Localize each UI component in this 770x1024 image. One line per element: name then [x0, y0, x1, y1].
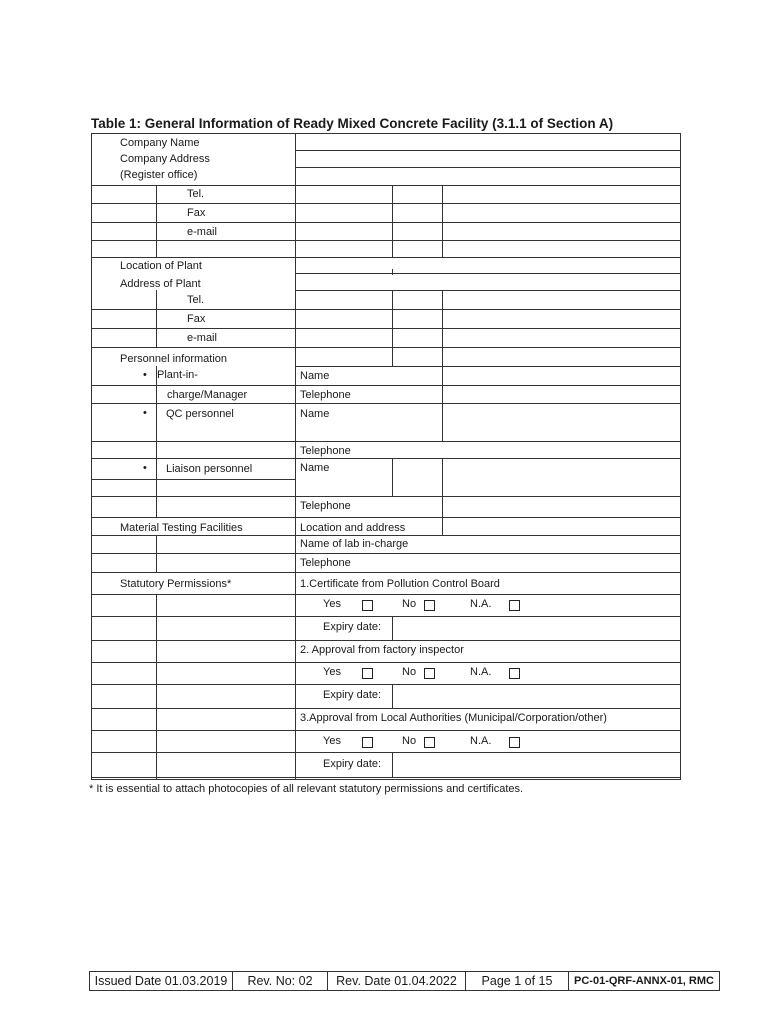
row-line: [91, 640, 681, 641]
bullet-icon: •: [143, 407, 147, 419]
permission-3-expiry-label: Expiry date:: [323, 758, 382, 770]
row-line: [91, 257, 681, 258]
permission-2-no-label: No: [402, 666, 417, 678]
row-line: [91, 752, 681, 753]
bullet-icon: •: [143, 369, 147, 381]
liaison-name-label: Name: [300, 462, 330, 474]
row-line: [91, 684, 681, 685]
permission-3-title: 3.Approval from Local Authorities (Municipal/Corporation/other): [300, 712, 607, 724]
lab-telephone-label: Telephone: [300, 557, 351, 569]
column-line: [295, 133, 296, 780]
plant-email-label: e-mail: [187, 332, 217, 344]
row-line: [91, 309, 681, 310]
permission-1-yes-label: Yes: [323, 598, 341, 610]
plant-tel-label: Tel.: [187, 294, 205, 306]
row-line: [91, 777, 681, 778]
column-line: [392, 290, 393, 366]
permission-1-no-label: No: [402, 598, 417, 610]
row-line: [91, 385, 681, 386]
row-line: [91, 662, 681, 663]
row-line: [91, 403, 681, 404]
row-line: [91, 496, 681, 497]
issued-date: Issued Date 01.03.2019: [89, 971, 233, 991]
testing-facilities-label: Material Testing Facilities: [120, 522, 243, 534]
page-number: Page 1 of 15: [465, 971, 569, 991]
qc-personnel-label: QC personnel: [166, 408, 234, 420]
permission-2-yes-checkbox[interactable]: [362, 668, 373, 679]
column-line: [680, 133, 681, 780]
plant-address-label: Address of Plant: [120, 278, 201, 290]
lab-in-charge-label: Name of lab in-charge: [300, 538, 409, 550]
manager-name-label: Name: [300, 370, 330, 382]
plant-fax-label: Fax: [187, 313, 206, 325]
column-line: [392, 684, 393, 708]
column-line: [392, 185, 393, 257]
company-address-label: Company Address: [120, 153, 210, 165]
row-line: [91, 479, 295, 480]
row-line: [91, 708, 681, 709]
row-line: [91, 133, 681, 134]
permission-2-title: 2. Approval from factory inspector: [300, 644, 464, 656]
qc-telephone-label: Telephone: [300, 445, 351, 457]
column-line: [156, 185, 157, 257]
liaison-personnel-label: Liaison personnel: [166, 463, 253, 475]
register-office-label: (Register office): [120, 169, 198, 181]
column-line: [91, 133, 92, 780]
row-line: [295, 366, 681, 367]
lab-location-label: Location and address: [300, 522, 406, 534]
plant-in-charge-label: Plant-in-: [157, 369, 198, 381]
document-code: PC-01-QRF-ANNX-01, RMC: [568, 971, 720, 991]
plant-in-charge-label-cont: charge/Manager: [167, 389, 248, 401]
row-line: [91, 779, 681, 780]
plant-location-label: Location of Plant: [120, 260, 202, 272]
column-line: [392, 458, 393, 496]
liaison-telephone-label: Telephone: [300, 500, 351, 512]
permission-2-na-checkbox[interactable]: [509, 668, 520, 679]
permission-2-no-checkbox[interactable]: [424, 668, 435, 679]
permission-3-no-checkbox[interactable]: [424, 737, 435, 748]
row-line: [295, 290, 681, 291]
permission-3-yes-checkbox[interactable]: [362, 737, 373, 748]
row-line: [91, 572, 681, 573]
permission-2-na-label: N.A.: [470, 666, 492, 678]
company-email-label: e-mail: [187, 226, 217, 238]
row-line: [91, 730, 681, 731]
permission-1-no-checkbox[interactable]: [424, 600, 435, 611]
company-name-label: Company Name: [120, 137, 200, 149]
column-line: [442, 290, 443, 366]
row-line: [295, 441, 681, 442]
permission-1-na-checkbox[interactable]: [509, 600, 520, 611]
column-line: [156, 535, 157, 572]
manager-telephone-label: Telephone: [300, 389, 351, 401]
row-line: [91, 594, 681, 595]
table-title: Table 1: General Information of Ready Mixed Concrete Facility (3.1.1 of Section A): [91, 116, 614, 131]
row-line: [91, 222, 681, 223]
row-line: [91, 328, 681, 329]
permission-3-na-checkbox[interactable]: [509, 737, 520, 748]
row-line: [295, 273, 681, 274]
permission-3-no-label: No: [402, 735, 417, 747]
personnel-header: Personnel information: [120, 353, 228, 365]
row-line: [91, 240, 681, 241]
row-line: [91, 616, 681, 617]
permission-1-title: 1.Certificate from Pollution Control Board: [300, 578, 500, 590]
row-line: [91, 458, 681, 459]
column-line: [392, 752, 393, 778]
column-line: [392, 616, 393, 640]
column-line: [442, 458, 443, 535]
row-line: [91, 441, 295, 442]
column-line: [392, 269, 393, 275]
column-line: [442, 366, 443, 441]
row-line: [295, 150, 681, 151]
company-tel-label: Tel.: [187, 188, 205, 200]
row-line: [91, 203, 681, 204]
column-line: [156, 594, 157, 780]
column-line: [156, 366, 157, 517]
revision-number: Rev. No: 02: [232, 971, 328, 991]
row-line: [91, 553, 681, 554]
statutory-permissions-label: Statutory Permissions*: [120, 578, 232, 590]
bullet-icon: •: [143, 462, 147, 474]
permission-1-na-label: N.A.: [470, 598, 492, 610]
company-fax-label: Fax: [187, 207, 206, 219]
column-line: [442, 185, 443, 257]
row-line: [295, 167, 681, 168]
permission-1-yes-checkbox[interactable]: [362, 600, 373, 611]
column-line: [156, 290, 157, 347]
footnote: * It is essential to attach photocopies of all relevant statutory permissions and certificates.: [89, 783, 524, 795]
row-line: [91, 535, 681, 536]
permission-1-expiry-label: Expiry date:: [323, 621, 382, 633]
row-line: [91, 347, 681, 348]
qc-name-label: Name: [300, 408, 330, 420]
permission-2-expiry-label: Expiry date:: [323, 689, 382, 701]
row-line: [91, 517, 681, 518]
permission-2-yes-label: Yes: [323, 666, 341, 678]
revision-date: Rev. Date 01.04.2022: [327, 971, 466, 991]
row-line: [91, 185, 681, 186]
permission-3-yes-label: Yes: [323, 735, 341, 747]
permission-3-na-label: N.A.: [470, 735, 492, 747]
